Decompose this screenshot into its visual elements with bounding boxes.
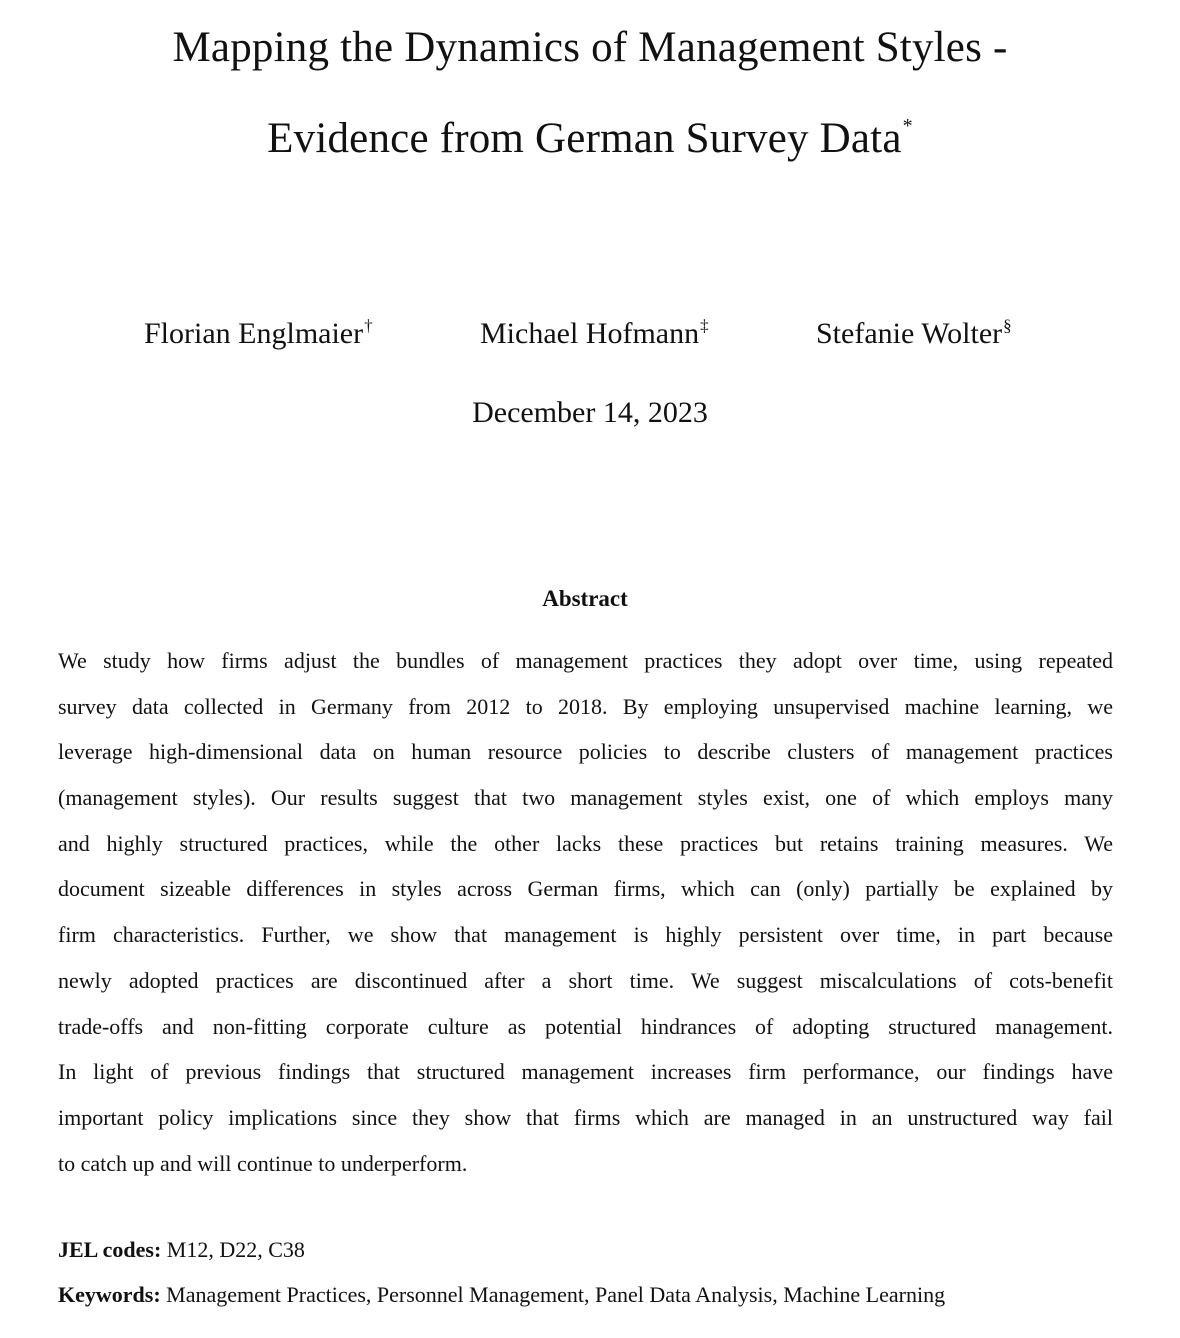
abstract-line: survey data collected in Germany from 2012 to 2018. By employing unsupervised machine learning, we (58, 693, 1113, 719)
abstract-line: newly adopted practices are discontinued after a short time. We suggest miscalculations of cots-benefit (58, 967, 1113, 993)
author-name: Michael Hofmann (480, 317, 700, 350)
abstract-line: document sizeable differences in styles across German firms, which can (only) partially be explained by (58, 876, 1113, 902)
abstract-line: and highly structured practices, while the other lacks these practices but retains training measures. We (58, 830, 1113, 856)
abstract-line: trade-offs and non-fitting corporate culture as potential hindrances of adopting structured management. (58, 1013, 1113, 1039)
author-footnote-mark[interactable]: † (364, 316, 373, 335)
abstract-line: to catch up and will continue to underperform. (58, 1150, 468, 1176)
author-3 (816, 314, 1012, 358)
title-text-1: Mapping the Dynamics of Management Styles - (172, 24, 1008, 71)
keywords-label: Keywords: (58, 1282, 161, 1307)
title-text-2: Evidence from German Survey Data (267, 115, 902, 162)
publication-date: December 14, 2023 (472, 396, 708, 429)
keywords-value: Management Practices, Personnel Management, Panel Data Analysis, Machine Learning (166, 1282, 946, 1307)
jel-label: JEL codes: (58, 1237, 162, 1262)
paper-title-line-1 (0, 22, 1180, 74)
jel-value: M12, D22, C38 (166, 1237, 305, 1262)
abstract-line: firm characteristics. Further, we show that management is highly persistent over time, in part because (58, 922, 1113, 948)
author-1 (144, 314, 373, 358)
abstract-line: (management styles). Our results suggest that two management styles exist, one of which employs many (58, 785, 1113, 811)
title-footnote-mark[interactable]: * (902, 115, 913, 137)
author-footnote-mark[interactable]: § (1003, 316, 1012, 335)
author-name: Florian Englmaier (144, 317, 364, 350)
paper-title-line-2 (0, 113, 1180, 172)
abstract-body (58, 638, 1113, 1186)
abstract-heading: Abstract (542, 586, 628, 611)
author-name: Stefanie Wolter (816, 317, 1003, 350)
abstract-line: We study how firms adjust the bundles of management practices they adopt over time, using repeated (58, 648, 1113, 673)
jel-codes (58, 1235, 305, 1265)
abstract-line: In light of previous findings that structured management increases firm performance, our findings have (58, 1059, 1113, 1085)
keywords (58, 1280, 945, 1310)
author-2 (480, 314, 709, 358)
abstract-line: leverage high-dimensional data on human resource policies to describe clusters of management practices (58, 739, 1113, 765)
abstract-line: important policy implications since they show that firms which are managed in an unstructured way fail (58, 1104, 1113, 1130)
author-footnote-mark[interactable]: ‡ (700, 316, 709, 335)
